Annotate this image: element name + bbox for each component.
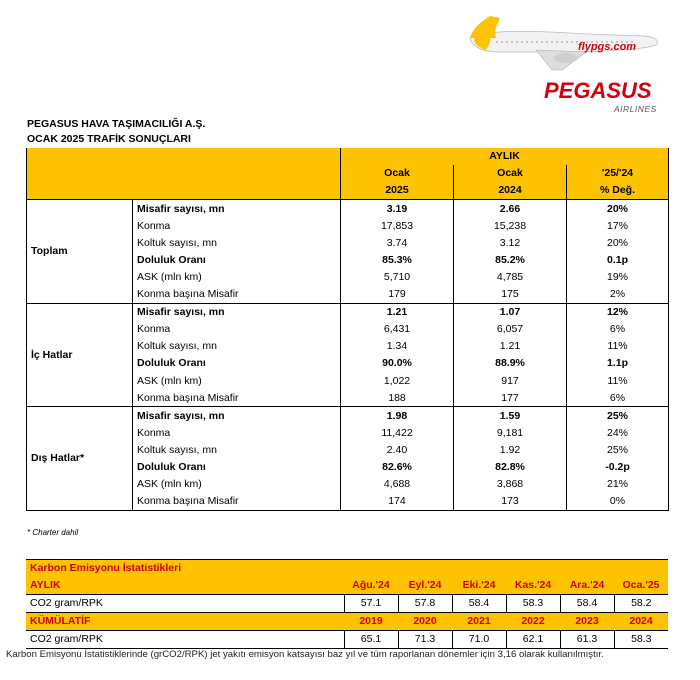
section-label: AYLIK — [341, 148, 669, 165]
metric-value: 17,853 — [341, 217, 454, 234]
metric-value: 1.21 — [341, 303, 454, 321]
charter-note: * Charter dahil — [27, 528, 79, 537]
metric-label: Misafir sayısı, mn — [133, 407, 341, 425]
cumulative-value: 71.3 — [398, 631, 452, 649]
metric-value: 1.59 — [454, 407, 567, 425]
metric-value: 17% — [567, 217, 669, 234]
cumulative-value: 62.1 — [506, 631, 560, 649]
table-row — [27, 407, 669, 425]
metric-value: 85.3% — [341, 252, 454, 269]
cumulative-row — [26, 631, 668, 649]
cumulative-header: 2020 — [398, 613, 452, 631]
metric-value: 173 — [454, 493, 567, 511]
monthly-header: Kas.'24 — [506, 577, 560, 595]
cumulative-header-row — [26, 613, 668, 631]
cumulative-label: KÜMÜLATİF — [26, 613, 344, 631]
carbon-title: Karbon Emisyonu İstatistikleri — [26, 560, 668, 578]
metric-value: 188 — [341, 389, 454, 407]
monthly-header: Ağu.'24 — [344, 577, 398, 595]
table-row — [27, 303, 669, 321]
metric-value: 3.19 — [341, 200, 454, 218]
monthly-header: Oca.'25 — [614, 577, 668, 595]
cumulative-row-label: CO2 gram/RPK — [26, 631, 344, 649]
cumulative-header: 2021 — [452, 613, 506, 631]
header-row — [27, 148, 669, 165]
metric-value: 90.0% — [341, 355, 454, 372]
metric-value: 1.1p — [567, 355, 669, 372]
monthly-value: 58.3 — [506, 595, 560, 613]
metric-label: Konma — [133, 217, 341, 234]
monthly-value: 58.4 — [452, 595, 506, 613]
group-label: Toplam — [27, 200, 133, 304]
metric-label: Konma başına Misafir — [133, 286, 341, 304]
metric-value: 6% — [567, 389, 669, 407]
carbon-table — [26, 559, 668, 649]
metric-value: 1.98 — [341, 407, 454, 425]
metric-label: ASK (mln km) — [133, 269, 341, 286]
metric-label: Koltuk sayısı, mn — [133, 234, 341, 251]
metric-value: 20% — [567, 234, 669, 251]
column-header: 2024 — [454, 182, 567, 200]
metric-value: 6,431 — [341, 321, 454, 338]
metric-label: ASK (mln km) — [133, 372, 341, 389]
carbon-title-row — [26, 560, 668, 578]
monthly-value: 58.2 — [614, 595, 668, 613]
cumulative-value: 71.0 — [452, 631, 506, 649]
metric-value: 174 — [341, 493, 454, 511]
column-header: % Değ. — [567, 182, 669, 200]
header-row — [27, 182, 669, 200]
header-blank — [133, 182, 341, 200]
metric-value: 85.2% — [454, 252, 567, 269]
column-header: Ocak — [454, 165, 567, 182]
cumulative-header: 2023 — [560, 613, 614, 631]
monthly-value: 57.8 — [398, 595, 452, 613]
metric-label: Doluluk Oranı — [133, 252, 341, 269]
metric-value: 11,422 — [341, 425, 454, 442]
metric-value: 25% — [567, 442, 669, 459]
metric-value: 1.34 — [341, 338, 454, 355]
carbon-footnote: Karbon Emisyonu İstatistiklerinde (grCO2/RPK) jet yakıtı emisyon katsayısı baz yıl ve tüm raporlanan dönemler için 3,16 olarak kullanılmıştır. — [6, 649, 604, 660]
metric-value: 1.21 — [454, 338, 567, 355]
monthly-row-label: CO2 gram/RPK — [26, 595, 344, 613]
company-title: PEGASUS HAVA TAŞIMACILIĞI A.Ş. — [27, 118, 206, 130]
cumulative-header: 2019 — [344, 613, 398, 631]
monthly-value: 57.1 — [344, 595, 398, 613]
metric-value: 1,022 — [341, 372, 454, 389]
header-blank — [27, 165, 133, 182]
metric-label: Konma başına Misafir — [133, 389, 341, 407]
monthly-value: 58.4 — [560, 595, 614, 613]
cumulative-header: 2024 — [614, 613, 668, 631]
cumulative-value: 61.3 — [560, 631, 614, 649]
metric-value: 4,785 — [454, 269, 567, 286]
group-label: İç Hatlar — [27, 303, 133, 407]
column-header: '25/'24 — [567, 165, 669, 182]
report-title: OCAK 2025 TRAFİK SONUÇLARI — [27, 133, 191, 145]
header-blank — [27, 182, 133, 200]
metric-value: 917 — [454, 372, 567, 389]
metric-label: Doluluk Oranı — [133, 355, 341, 372]
metric-value: 3,868 — [454, 476, 567, 493]
metric-value: 2.66 — [454, 200, 567, 218]
header-blank — [133, 148, 341, 165]
metric-value: 1.92 — [454, 442, 567, 459]
metric-value: 9,181 — [454, 425, 567, 442]
metric-label: Misafir sayısı, mn — [133, 303, 341, 321]
metric-value: 21% — [567, 476, 669, 493]
metric-value: 5,710 — [341, 269, 454, 286]
metric-value: 3.12 — [454, 234, 567, 251]
brand-wordmark: PEGASUS — [544, 78, 652, 103]
metric-label: Konma — [133, 321, 341, 338]
monthly-header-row — [26, 577, 668, 595]
metric-value: 19% — [567, 269, 669, 286]
metric-value: 1.07 — [454, 303, 567, 321]
metric-value: 20% — [567, 200, 669, 218]
metric-value: 179 — [341, 286, 454, 304]
column-header: Ocak — [341, 165, 454, 182]
group-label: Dış Hatlar* — [27, 407, 133, 511]
metric-value: 24% — [567, 425, 669, 442]
monthly-row — [26, 595, 668, 613]
table-row — [27, 200, 669, 218]
metric-value: 0% — [567, 493, 669, 511]
metric-label: ASK (mln km) — [133, 476, 341, 493]
metric-label: Koltuk sayısı, mn — [133, 338, 341, 355]
metric-value: -0.2p — [567, 459, 669, 476]
metric-value: 88.9% — [454, 355, 567, 372]
metric-label: Koltuk sayısı, mn — [133, 442, 341, 459]
cumulative-header: 2022 — [506, 613, 560, 631]
traffic-table — [26, 148, 669, 511]
metric-label: Doluluk Oranı — [133, 459, 341, 476]
metric-value: 6,057 — [454, 321, 567, 338]
monthly-header: Eki.'24 — [452, 577, 506, 595]
monthly-label: AYLIK — [26, 577, 344, 595]
pegasus-logo — [466, 8, 666, 120]
cumulative-value: 58.3 — [614, 631, 668, 649]
metric-value: 4,688 — [341, 476, 454, 493]
metric-value: 2% — [567, 286, 669, 304]
metric-value: 82.8% — [454, 459, 567, 476]
brand-subtitle: AIRLINES — [614, 104, 657, 114]
metric-value: 12% — [567, 303, 669, 321]
cumulative-value: 65.1 — [344, 631, 398, 649]
header-blank — [133, 165, 341, 182]
column-header: 2025 — [341, 182, 454, 200]
monthly-header: Eyl.'24 — [398, 577, 452, 595]
metric-value: 25% — [567, 407, 669, 425]
metric-value: 11% — [567, 338, 669, 355]
monthly-header: Ara.'24 — [560, 577, 614, 595]
header-blank — [27, 148, 133, 165]
livery-text: flypgs.com — [578, 41, 637, 53]
metric-label: Konma başına Misafir — [133, 493, 341, 511]
metric-value: 11% — [567, 372, 669, 389]
metric-label: Misafir sayısı, mn — [133, 200, 341, 218]
metric-value: 15,238 — [454, 217, 567, 234]
metric-label: Konma — [133, 425, 341, 442]
metric-value: 3.74 — [341, 234, 454, 251]
header-row — [27, 165, 669, 182]
metric-value: 177 — [454, 389, 567, 407]
metric-value: 82.6% — [341, 459, 454, 476]
metric-value: 2.40 — [341, 442, 454, 459]
metric-value: 6% — [567, 321, 669, 338]
metric-value: 0.1p — [567, 252, 669, 269]
metric-value: 175 — [454, 286, 567, 304]
